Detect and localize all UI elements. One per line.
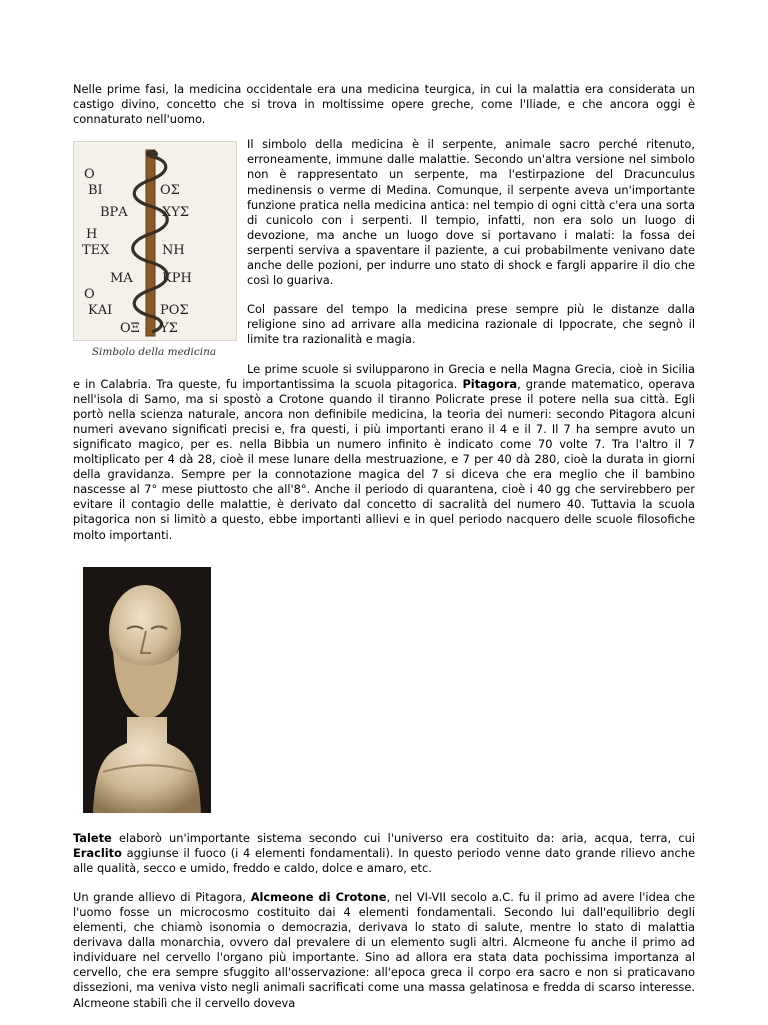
- pitagora-name: Pitagora: [462, 376, 518, 391]
- inscription-char: ΒΡΑ: [100, 205, 128, 221]
- inscription-char: ΚΡΗ: [162, 271, 192, 287]
- inscription-char: ΟΣ: [160, 183, 180, 199]
- rod-of-asclepius-icon: [74, 142, 236, 340]
- eraclito-name: Eraclito: [73, 845, 122, 860]
- alcmeone-text-pre: Un grande allievo di Pitagora,: [73, 889, 251, 904]
- medicine-symbol-figure: [73, 141, 241, 363]
- paragraph-serpente: Il simbolo della medicina è il serpente, animale sacro perché ritenuto, erroneamente, immune dalle malattie. Secondo un'altra versione nel simbolo non è rappresentato un serpente, ma l'estirpazione del Dracunculus medinensis o verme di Medina. Comunque, il serpente aveva un'importante funzione pratica nella medicina antica: nel tempio di ogni città c'era una sorta di cunicolo con i serpenti. Il tempio, infatti, non era solo un luogo di devozione, ma anche un luogo dove si portavano i malati: la fossa dei serpenti serviva a spaventare il paziente, a cui probabilmente venivano date anche delle pozioni, per indurre uno stato di shock e fargli apparire il dio che così lo guariva.: [247, 137, 695, 288]
- talete-name: Talete: [73, 830, 112, 845]
- paragraph-talete: [73, 831, 695, 876]
- document-page: [73, 82, 695, 1025]
- inscription-char: ΚΑΙ: [88, 303, 113, 319]
- bust-icon: [83, 567, 211, 813]
- inscription-char: ΧΥΣ: [162, 205, 190, 221]
- medicine-symbol-image: [73, 141, 237, 341]
- paragraph-alcmeone: [73, 890, 695, 1011]
- inscription-char: Η: [86, 227, 98, 243]
- inscription-char: ΟΞ: [120, 321, 140, 337]
- inscription-char: ΒΙ: [88, 183, 103, 199]
- talete-text-post: aggiunse il fuoco (i 4 elementi fondamentali). In questo periodo venne dato grande rilievo anche alle qualità, secco e umido, freddo e caldo, dolce e amaro, etc.: [73, 845, 695, 875]
- inscription-char: ΥΣ: [160, 321, 178, 337]
- alcmeone-text-post: , nel VI-VII secolo a.C. fu il primo ad avere l'idea che l'uomo fosse un microcosmo costituito dai 4 elementi fondamentali. Secondo lui dall'equilibrio degli elementi, che chiamò isonomia o democrazia, derivava lo stato di salute, mentre lo stato di malattia derivava dalla monarchia, ovvero dal prevalere di un elemento sugli altri. Alcmeone fu anche il primo ad individuare nel cervello l'organo più importante. Sino ad allora era stata data pochissima importanza al cervello, che era sempre sfuggito all'osservazione: all'epoca greca il corpo era sacro e non si praticavano dissezioni, ma veniva visto negli animali sacrificati come una massa gelatinosa e fredda di scarso interesse. Alcmeone stabilì che il cervello doveva: [73, 889, 696, 1010]
- inscription-char: Ο: [84, 287, 95, 303]
- alcmeone-name: Alcmeone di Crotone: [250, 889, 387, 904]
- talete-text-mid: elaborò un'importante sistema secondo cui l'universo era costituito da: aria, acqua, terra, cui: [111, 830, 695, 845]
- inscription-char: ΡΟΣ: [160, 303, 189, 319]
- scuole-text-pre: Le prime scuole si svilupparono in Grecia e nella Magna Grecia, cioè in Sicilia e in Calabria. Tra queste, fu importantissima la scuola pitagorica.: [73, 361, 695, 391]
- paragraph-distanze: Col passare del tempo la medicina prese sempre più le distanze dalla religione sino ad arrivare alla medicina razionale di Ippocrate, che segnò il limite tra razionalità e magia.: [247, 302, 695, 347]
- inscription-char: ΜΑ: [110, 271, 133, 287]
- paragraph-scuole: [73, 362, 695, 543]
- scuole-text-post: , grande matematico, operava nell'isola di Samo, ma si spostò a Crotone quando il tiranno Policrate prese il potere nella sua città. Egli portò nella scienza naturale, ancora non definibile medicina, la teoria dei numeri: secondo Pitagora alcuni numeri avevano significati precisi e, fra questi, i più importanti erano il 4 e il 7. Il 7 ha sempre avuto un significato magico, per es. nella Bibbia un numero infinito è indicato come 70 volte 7. Tra l'altro il 7 moltiplicato per 4 dà 28, cioè il mese lunare della mestruazione, e 7 per 40 dà 280, cioè la durata in giorni della gravidanza. Sempre per la connotazione magica del 7 si diceva che era meglio che il bambino nascesse al 7° mese piuttosto che all'8°. Anche il periodo di quarantena, cioè i 40 gg che servirebbero per evitare il contagio delle malattie, è derivato dal concetto di sacralità del numero 40. Tuttavia la scuola pitagorica non si limitò a questo, ebbe importanti allievi e in quel periodo nacquero delle scuole filosofiche molto importanti.: [73, 376, 695, 542]
- talete-bust-image: [83, 567, 211, 813]
- figure-caption: Simbolo della medicina: [91, 346, 217, 359]
- paragraph-intro: Nelle prime fasi, la medicina occidentale era una medicina teurgica, in cui la malattia era considerata un castigo divino, concetto che si trova in moltissime opere greche, come l'Iliade, e che ancora oggi è connaturato nell'uomo.: [73, 82, 695, 127]
- inscription-char: Ο: [84, 167, 95, 183]
- inscription-char: ΝΗ: [162, 243, 185, 259]
- inscription-char: ΤΕΧ: [82, 243, 110, 259]
